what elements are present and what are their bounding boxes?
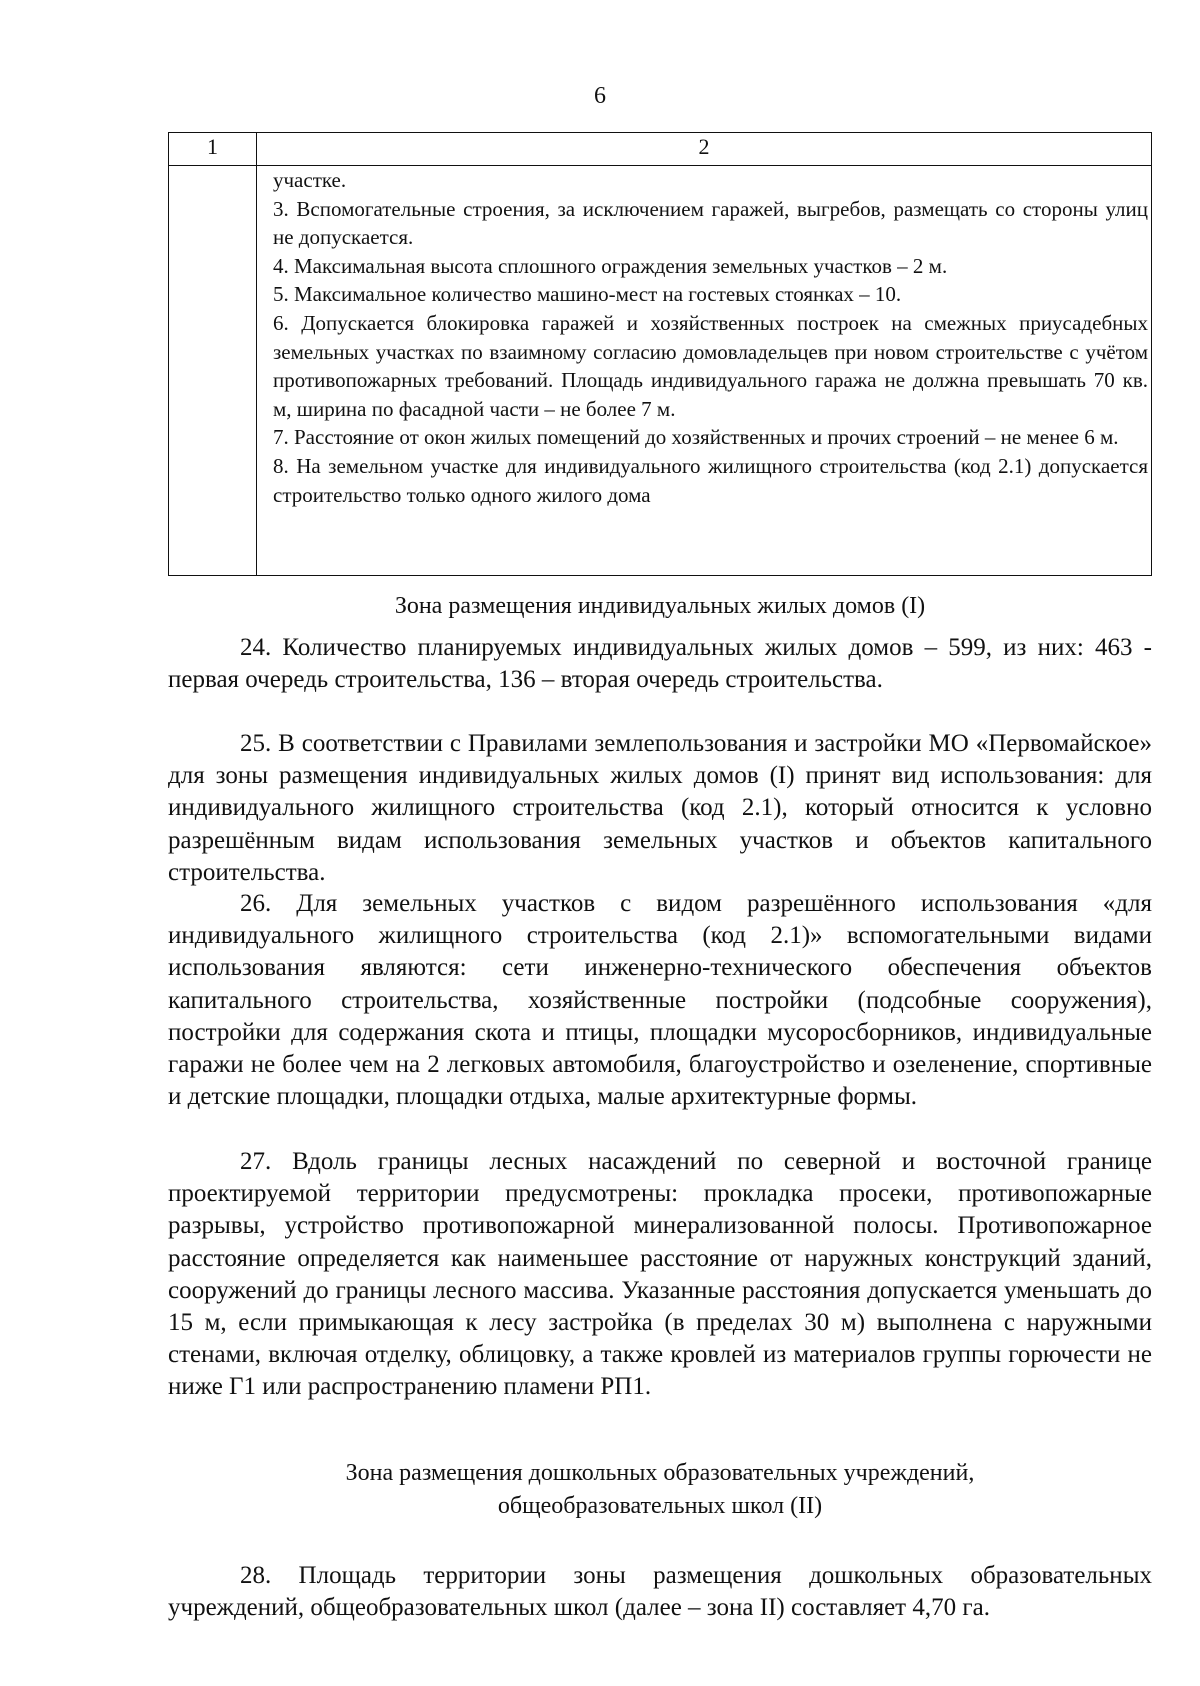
rule-line: участке. xyxy=(273,168,347,192)
table-header-row xyxy=(169,133,1152,166)
paragraph-28: 28. Площадь территории зоны размещения дошкольных образовательных учреждений, общеобразовательных школ (далее – зона II) составляет 4,70 га. xyxy=(168,1562,1152,1622)
paragraph-26: 26. Для земельных участков с видом разрешённого использования «для индивидуального жилищного строительства (код 2.1)» вспомогательными видами использования являются: сети инженерно-технического обеспечения объектов капитального строительства, хозяйственные постройки (подсобные сооружения), постройки для содержания скота и птицы, площадки мусоросборников, индивидуальные гаражи не более чем на 2 легковых автомобиля, благоустройство и озеленение, спортивные и детские площадки, площадки отдыха, малые архитектурные формы. xyxy=(168,890,1152,1111)
table-cell-empty xyxy=(169,166,257,576)
rule-line: 5. Максимальное количество машино-мест на гостевых стоянках – 10. xyxy=(273,282,902,307)
paragraph-25: 25. В соответствии с Правилами землепользования и застройки МО «Первомайское» для зоны размещения индивидуальных жилых домов (I) принят вид использования: для индивидуального жилищного строительства (код 2.1), который относится к условно разрешённым видам использования земельных участков и объектов капитального строительства. xyxy=(168,730,1152,886)
rule-line: 3. Вспомогательные строения, за исключением гаражей, выгребов, размещать со стороны улиц не допускается. xyxy=(273,196,1148,250)
table-cell-rules xyxy=(257,166,1152,576)
paragraph-24: 24. Количество планируемых индивидуальных жилых домов – 599, из них: 463 - первая очередь строительства, 136 – вторая очередь строительства. xyxy=(168,634,1152,694)
table-header-col-2: 2 xyxy=(257,133,1152,166)
page-number: 6 xyxy=(594,83,606,109)
section-heading-zone-1: Зона размещения индивидуальных жилых домов (I) xyxy=(394,593,926,619)
rule-line: 8. На земельном участке для индивидуального жилищного строительства (код 2.1) допускается строительство только одного жилого дома xyxy=(273,453,1148,507)
continued-table xyxy=(168,132,1152,576)
section-heading-zone-2-line-1: Зона размещения дошкольных образовательных учреждений, xyxy=(345,1460,975,1486)
rule-line: 7. Расстояние от окон жилых помещений до хозяйственных и прочих строений – не менее 6 м. xyxy=(273,425,1119,450)
paragraph-27: 27. Вдоль границы лесных насаждений по северной и восточной границе проектируемой территории предусмотрены: прокладка просеки, противопожарные разрывы, устройство противопожарной минерализованной полосы. Противопожарное расстояние определяется как наименьшее расстояние от наружных конструкций зданий, сооружений до границы лесного массива. Указанные расстояния допускается уменьшать до 15 м, если примыкающая к лесу застройка (в пределах 30 м) выполнена с наружными стенами, включая отделку, облицовку, а также кровлей из материалов группы горючести не ниже Г1 или распространению пламени РП1. xyxy=(168,1148,1152,1401)
rule-line: 6. Допускается блокировка гаражей и хозяйственных построек на смежных приусадебных земельных участках по взаимному согласию домовладельцев при новом строительстве с учётом противопожарных требований. Площадь индивидуального гаража не должна превышать 70 кв. м, ширина по фасадной части – не более 7 м. xyxy=(273,310,1148,421)
section-heading-zone-2-line-2: общеобразовательных школ (II) xyxy=(497,1493,823,1519)
rule-line: 4. Максимальная высота сплошного ограждения земельных участков – 2 м. xyxy=(273,253,948,278)
table-header-col-1: 1 xyxy=(169,133,257,166)
table-row xyxy=(169,166,1152,576)
